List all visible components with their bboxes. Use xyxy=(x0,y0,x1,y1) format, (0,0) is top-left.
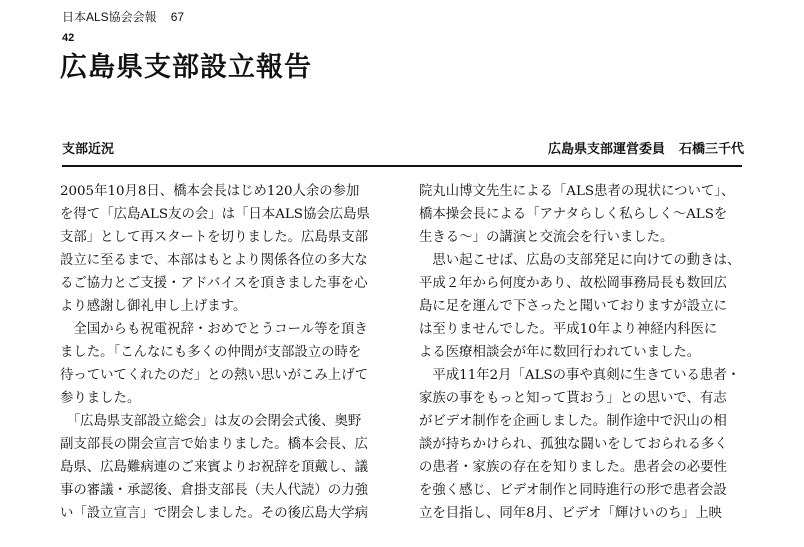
body-text-line: 「広島県支部設立総会」は友の会閉会式後、奥野 xyxy=(60,414,362,429)
body-text-line: 院丸山博文先生による「ALS患者の現状について」、 xyxy=(419,184,735,199)
journal-name: 日本ALS協会会報 xyxy=(62,10,157,24)
body-text-line: 副支部長の開会宣言で始まりました。橋本会長、広 xyxy=(60,437,368,452)
body-text-line: 全国からも祝電祝辞・おめでとうコール等を頂き xyxy=(60,322,368,337)
body-text-line: 思い起こせば、広島の支部発足に向けての動きは、 xyxy=(419,253,741,268)
body-text-line: 待っていてくれたのだ」との熱い思いがこみ上げて xyxy=(60,368,368,383)
body-text-line: い「設立宣言」で閉会しました。その後広島大学病 xyxy=(60,506,368,521)
body-text-line: がビデオ制作を企画しました。制作途中で沢山の相 xyxy=(419,414,727,429)
body-text-line: より感謝し御礼申し上げます。 xyxy=(60,299,247,314)
header-divider xyxy=(62,165,742,167)
body-text-line: を得て「広島ALS友の会」は「日本ALS協会広島県 xyxy=(60,207,370,222)
body-text-line: るご協力とご支援・アドバイスを頂きました事を心 xyxy=(60,276,368,291)
body-text-line: 事の審議・承認後、倉掛支部長（夫人代読）の力強 xyxy=(60,483,368,498)
body-text-line: 生きる～」の講演と交流会を行いました。 xyxy=(419,230,674,245)
body-text-line: 支部」として再スタートを切りました。広島県支部 xyxy=(60,230,368,245)
body-column-right xyxy=(419,180,749,525)
body-text-line: 橋本操会長による「アナタらしく私らしく～ALSを xyxy=(419,207,728,222)
author-name: 石橋三千代 xyxy=(678,142,744,157)
body-text-line: 談が持ちかけられ、孤独な闘いをしておられる多く xyxy=(419,437,728,452)
body-text-line: 平成11年2月「ALSの事や真剣に生きている患者・ xyxy=(419,368,741,383)
author-byline xyxy=(548,141,744,159)
body-text-line: 島に足を運んで下さったと聞いておりますが設立に xyxy=(419,299,727,314)
article-title: 広島県支部設立報告 xyxy=(60,52,312,83)
body-text-line: は至りませんでした。平成10年より神経内科医に xyxy=(419,322,718,337)
body-text-line: 平成２年から何度かあり、故松岡事務局長も数回広 xyxy=(419,276,727,291)
body-text-line: 2005年10月8日、橋本会長はじめ120人余の参加 xyxy=(60,184,360,199)
page-number: 42 xyxy=(62,32,75,44)
body-column-left xyxy=(60,180,390,525)
journal-header xyxy=(62,9,184,25)
body-text-line: 家族の事をもっと知って貰おう」との思いで、有志 xyxy=(419,391,727,406)
body-text-line: 島県、広島難病連のご来賓よりお祝辞を頂戴し、議 xyxy=(60,460,368,475)
body-text-line: 立を目指し、同年8月、ビデオ「輝けいのち」上映 xyxy=(419,506,722,521)
section-label: 支部近況 xyxy=(62,142,115,157)
author-role: 広島県支部運営委員 xyxy=(547,142,665,157)
body-text-line: よる医療相談会が年に数回行われていました。 xyxy=(419,345,701,360)
body-text-line: 設立に至るまで、本部はもとより関係各位の多大な xyxy=(60,253,368,268)
body-text-line: ました。「こんなにも多くの仲間が支部設立の時を xyxy=(60,345,362,360)
volume-number: 67 xyxy=(170,10,185,24)
body-text-line: 参りました。 xyxy=(60,391,141,406)
body-text-line: を強く感じ、ビデオ制作と同時進行の形で患者会設 xyxy=(419,483,727,498)
body-text-line: の患者・家族の存在を知りました。患者会の必要性 xyxy=(419,460,727,475)
